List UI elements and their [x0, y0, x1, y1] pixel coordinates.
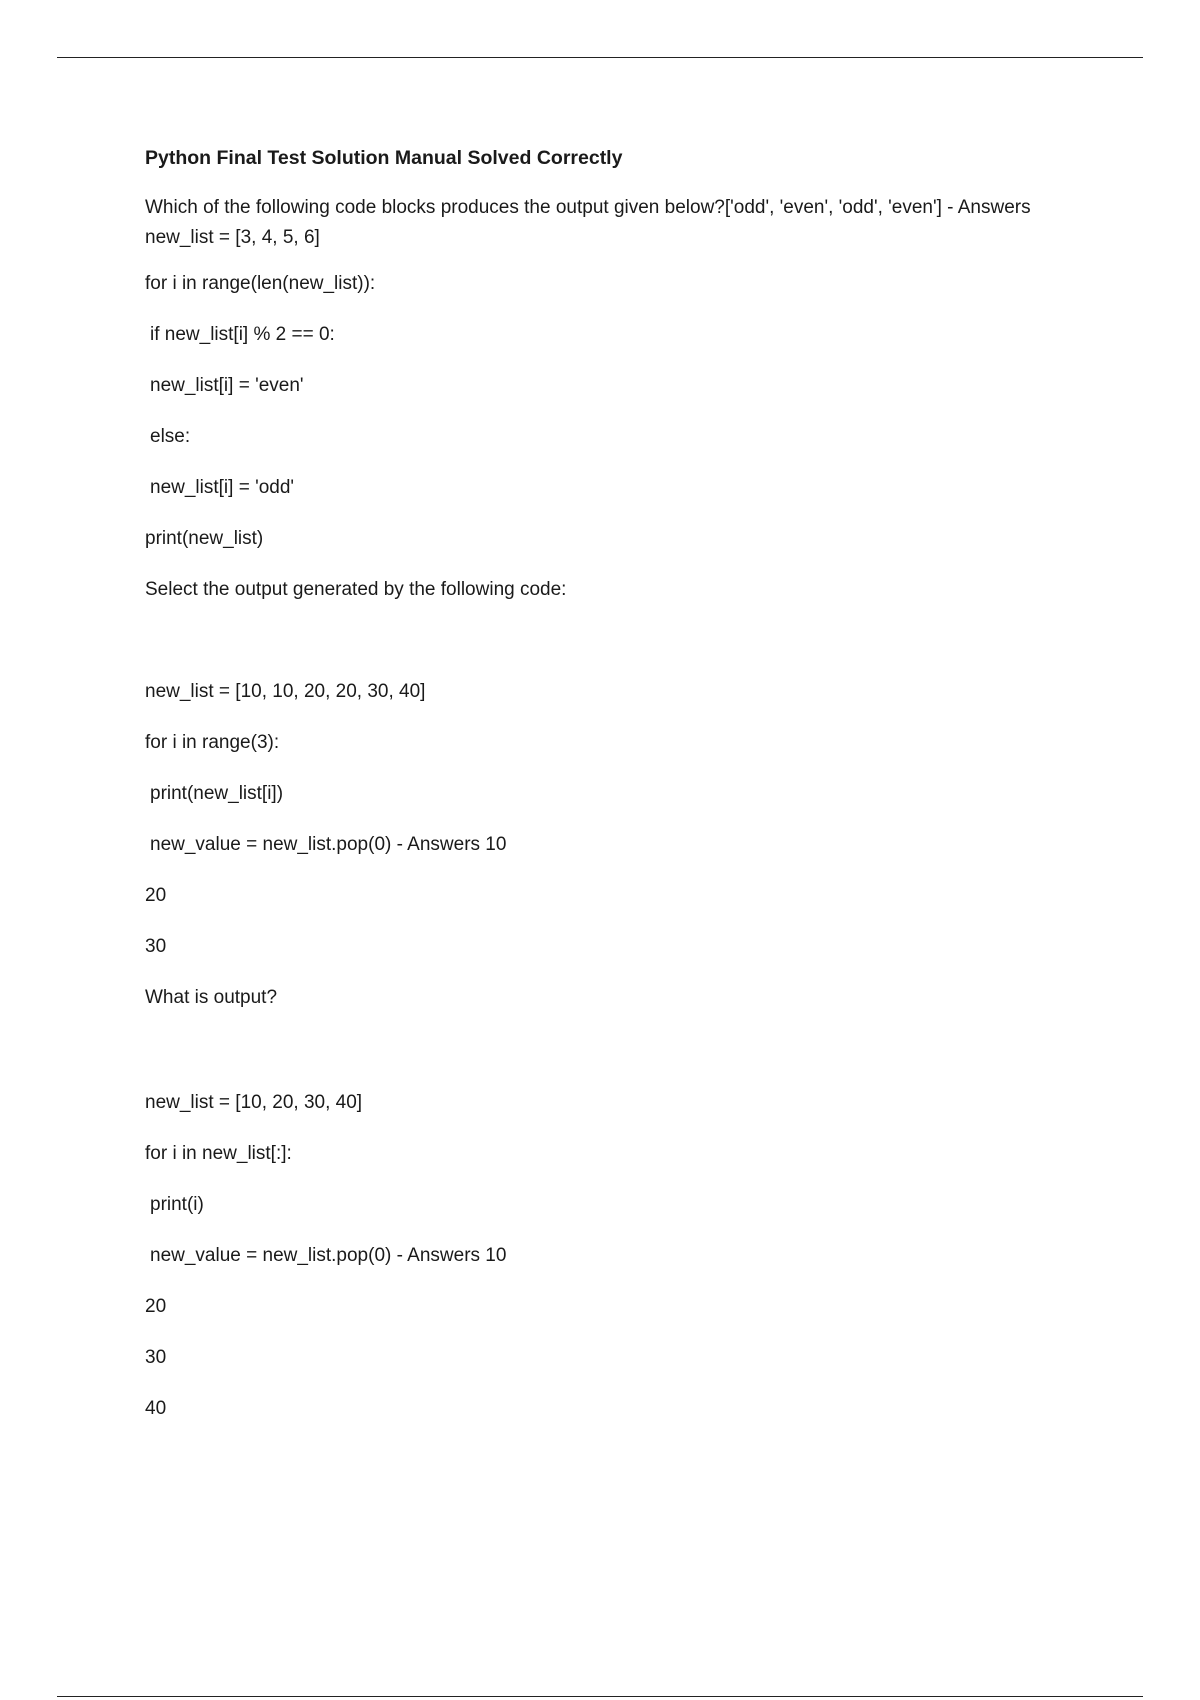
q2-code-line: 30: [145, 936, 167, 957]
q3-code-line: new_list = [10, 20, 30, 40]: [145, 1092, 363, 1113]
q1-code-line: print(new_list): [145, 528, 264, 549]
q3-code-line: for i in new_list[:]:: [145, 1143, 292, 1164]
q1-code-line: new_list[i] = 'odd': [150, 477, 295, 498]
q1-code-line: for i in range(len(new_list)):: [145, 273, 376, 294]
q2-code-line: print(new_list[i]): [150, 783, 284, 804]
q1-code-line: new_list[i] = 'even': [150, 375, 304, 396]
q3-code-line: new_value = new_list.pop(0) - Answers 10: [150, 1245, 507, 1266]
document-title: Python Final Test Solution Manual Solved Correctly: [145, 147, 623, 169]
q2-code-line: new_value = new_list.pop(0) - Answers 10: [150, 834, 507, 855]
footer-rule: [57, 1696, 1143, 1697]
q3-code-line: print(i): [150, 1194, 204, 1215]
q3-code-line: 30: [145, 1347, 167, 1368]
q3-question: What is output?: [145, 987, 278, 1008]
q3-code-line: 20: [145, 1296, 167, 1317]
q1-code-line: if new_list[i] % 2 == 0:: [150, 324, 335, 345]
q1-question: Which of the following code blocks produces the output given below?['odd', 'even', 'odd', 'even'] - Answers new_list = [3, 4, 5, 6]: [145, 197, 1036, 248]
q2-code-line: for i in range(3):: [145, 732, 280, 753]
q1-code-line: else:: [150, 426, 191, 447]
q2-code-line: 20: [145, 885, 167, 906]
header-rule: [57, 57, 1143, 58]
q2-code-line: new_list = [10, 10, 20, 20, 30, 40]: [145, 681, 426, 702]
q3-code-line: 40: [145, 1398, 167, 1419]
q2-question: Select the output generated by the following code:: [145, 579, 567, 600]
